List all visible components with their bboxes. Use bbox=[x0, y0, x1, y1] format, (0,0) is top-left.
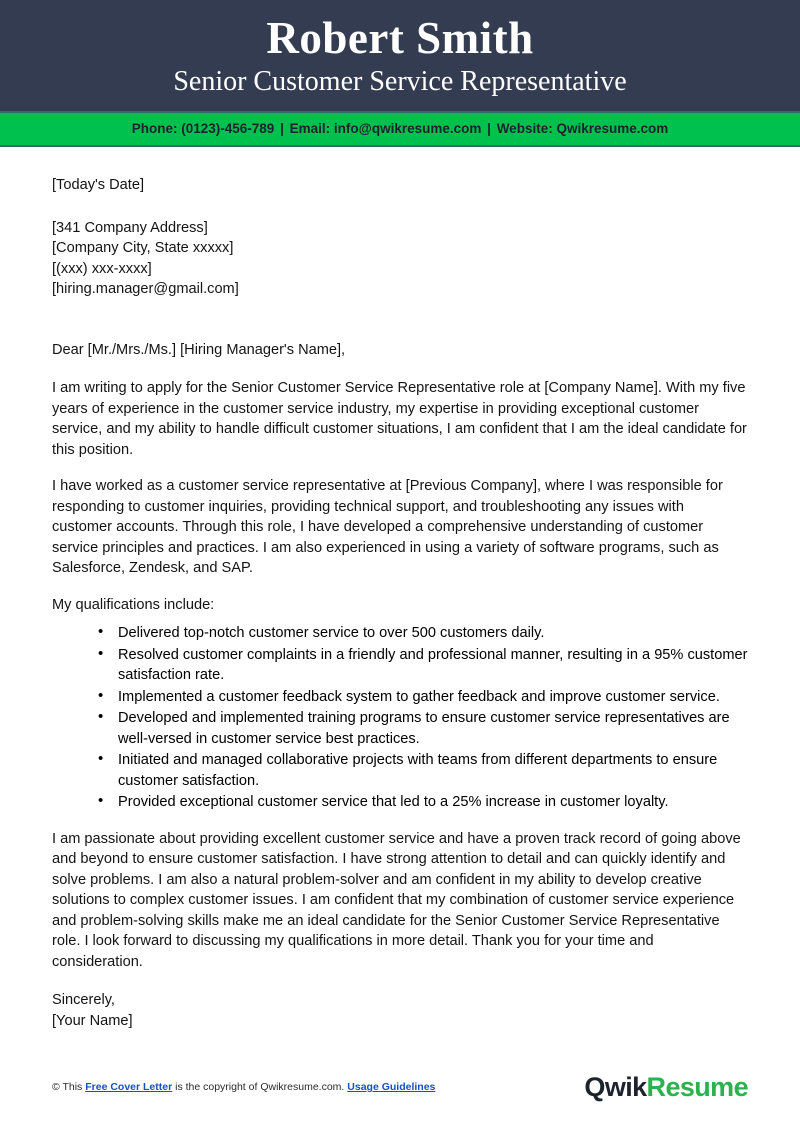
email-value[interactable]: info@qwikresume.com bbox=[333, 121, 482, 137]
usage-guidelines-link[interactable]: Usage Guidelines bbox=[347, 1081, 436, 1093]
contact-line bbox=[0, 121, 800, 136]
list-item: • Initiated and managed collaborative projects with teams from different departments to ensure customer satisfaction. bbox=[98, 750, 748, 791]
letter-date: [Today's Date] bbox=[52, 177, 145, 194]
list-item: • Provided exceptional customer service that led to a 25% increase in customer loyalty. bbox=[98, 792, 748, 813]
contact-separator-2: | bbox=[487, 121, 491, 137]
free-cover-letter-link[interactable]: Free Cover Letter bbox=[85, 1081, 173, 1093]
body-paragraph-3: I am passionate about providing excellent customer service and have a proven track record of going above and beyond to ensure customer satisfaction. I have strong attention to detail and can quickly identify and solve problems. I am also a natural problem-solver and am confident in my ability to develop creative solutions to complex customer issues. I am confident that my combination of customer service experience and problem-solving skills make me an ideal candidate for the Senior Customer Service Representative role. I look forward to discussing my qualifications in more detail. Thank you for your time and consideration. bbox=[52, 830, 741, 970]
phone-label: Phone: bbox=[131, 121, 178, 137]
qualifications-lead-in: My qualifications include: bbox=[52, 596, 215, 613]
website-value[interactable]: Qwikresume.com bbox=[556, 121, 669, 137]
body-paragraph-2: I have worked as a customer service representative at [Previous Company], where I was responsible for responding to customer inquiries, providing technical support, and troubleshooting any issues with customer accounts. Through this role, I have developed a comprehensive understanding of customer service principles and practices. I am also experienced in using a variety of software programs, such as Salesforce, Zendesk, and SAP. bbox=[52, 478, 723, 577]
recipient-email: [hiring.manager@gmail.com] bbox=[52, 281, 239, 298]
letter-body bbox=[0, 147, 800, 1031]
email-label: Email: bbox=[289, 121, 331, 137]
signature-name: [Your Name] bbox=[52, 1012, 133, 1029]
qwikresume-logo[interactable] bbox=[584, 1071, 748, 1102]
list-item: • Delivered top-notch customer service to over 500 customers daily. bbox=[98, 623, 748, 644]
applicant-name: Robert Smith bbox=[266, 13, 534, 63]
list-item: • Developed and implemented training programs to ensure customer service representatives are well-versed in customer service best practices. bbox=[98, 708, 748, 749]
contact-separator-1: | bbox=[280, 121, 284, 137]
logo-text-qwik: Qwik bbox=[584, 1071, 647, 1102]
list-item: • Resolved customer complaints in a friendly and professional manner, resulting in a 95% customer satisfaction rate. bbox=[98, 645, 748, 686]
signature-block bbox=[52, 990, 748, 1031]
list-item: • Implemented a customer feedback system to gather feedback and improve customer service. bbox=[98, 687, 748, 708]
footer-copyright bbox=[52, 1080, 435, 1094]
applicant-job-title: Senior Customer Service Representative bbox=[173, 65, 627, 97]
salutation: Dear [Mr./Mrs./Ms.] [Hiring Manager's Name], bbox=[52, 341, 346, 358]
recipient-street: [341 Company Address] bbox=[52, 219, 208, 236]
recipient-phone: [(xxx) xxx-xxxx] bbox=[52, 260, 152, 277]
header-banner bbox=[0, 0, 800, 111]
contact-banner bbox=[0, 111, 800, 147]
closing-salutation: Sincerely, bbox=[52, 992, 115, 1009]
website-label: Website: bbox=[496, 121, 553, 137]
recipient-city-state-zip: [Company City, State xxxxx] bbox=[52, 240, 234, 257]
footer-copyright-middle: is the copyright of Qwikresume.com. bbox=[175, 1081, 345, 1093]
phone-value: (0123)-456-789 bbox=[181, 121, 275, 137]
page-footer bbox=[0, 1064, 800, 1110]
footer-copyright-prefix: © This bbox=[52, 1081, 83, 1093]
body-paragraph-1: I am writing to apply for the Senior Customer Service Representative role at [Company Name]. With my five years of experience in the customer service industry, my expertise in providing exceptional customer service, and my ability to handle difficult customer situations, I am confident that I am the ideal candidate for this position. bbox=[52, 380, 747, 458]
qualifications-list bbox=[52, 623, 748, 813]
logo-text-resume: Resume bbox=[646, 1071, 748, 1102]
recipient-address-block bbox=[52, 218, 748, 300]
